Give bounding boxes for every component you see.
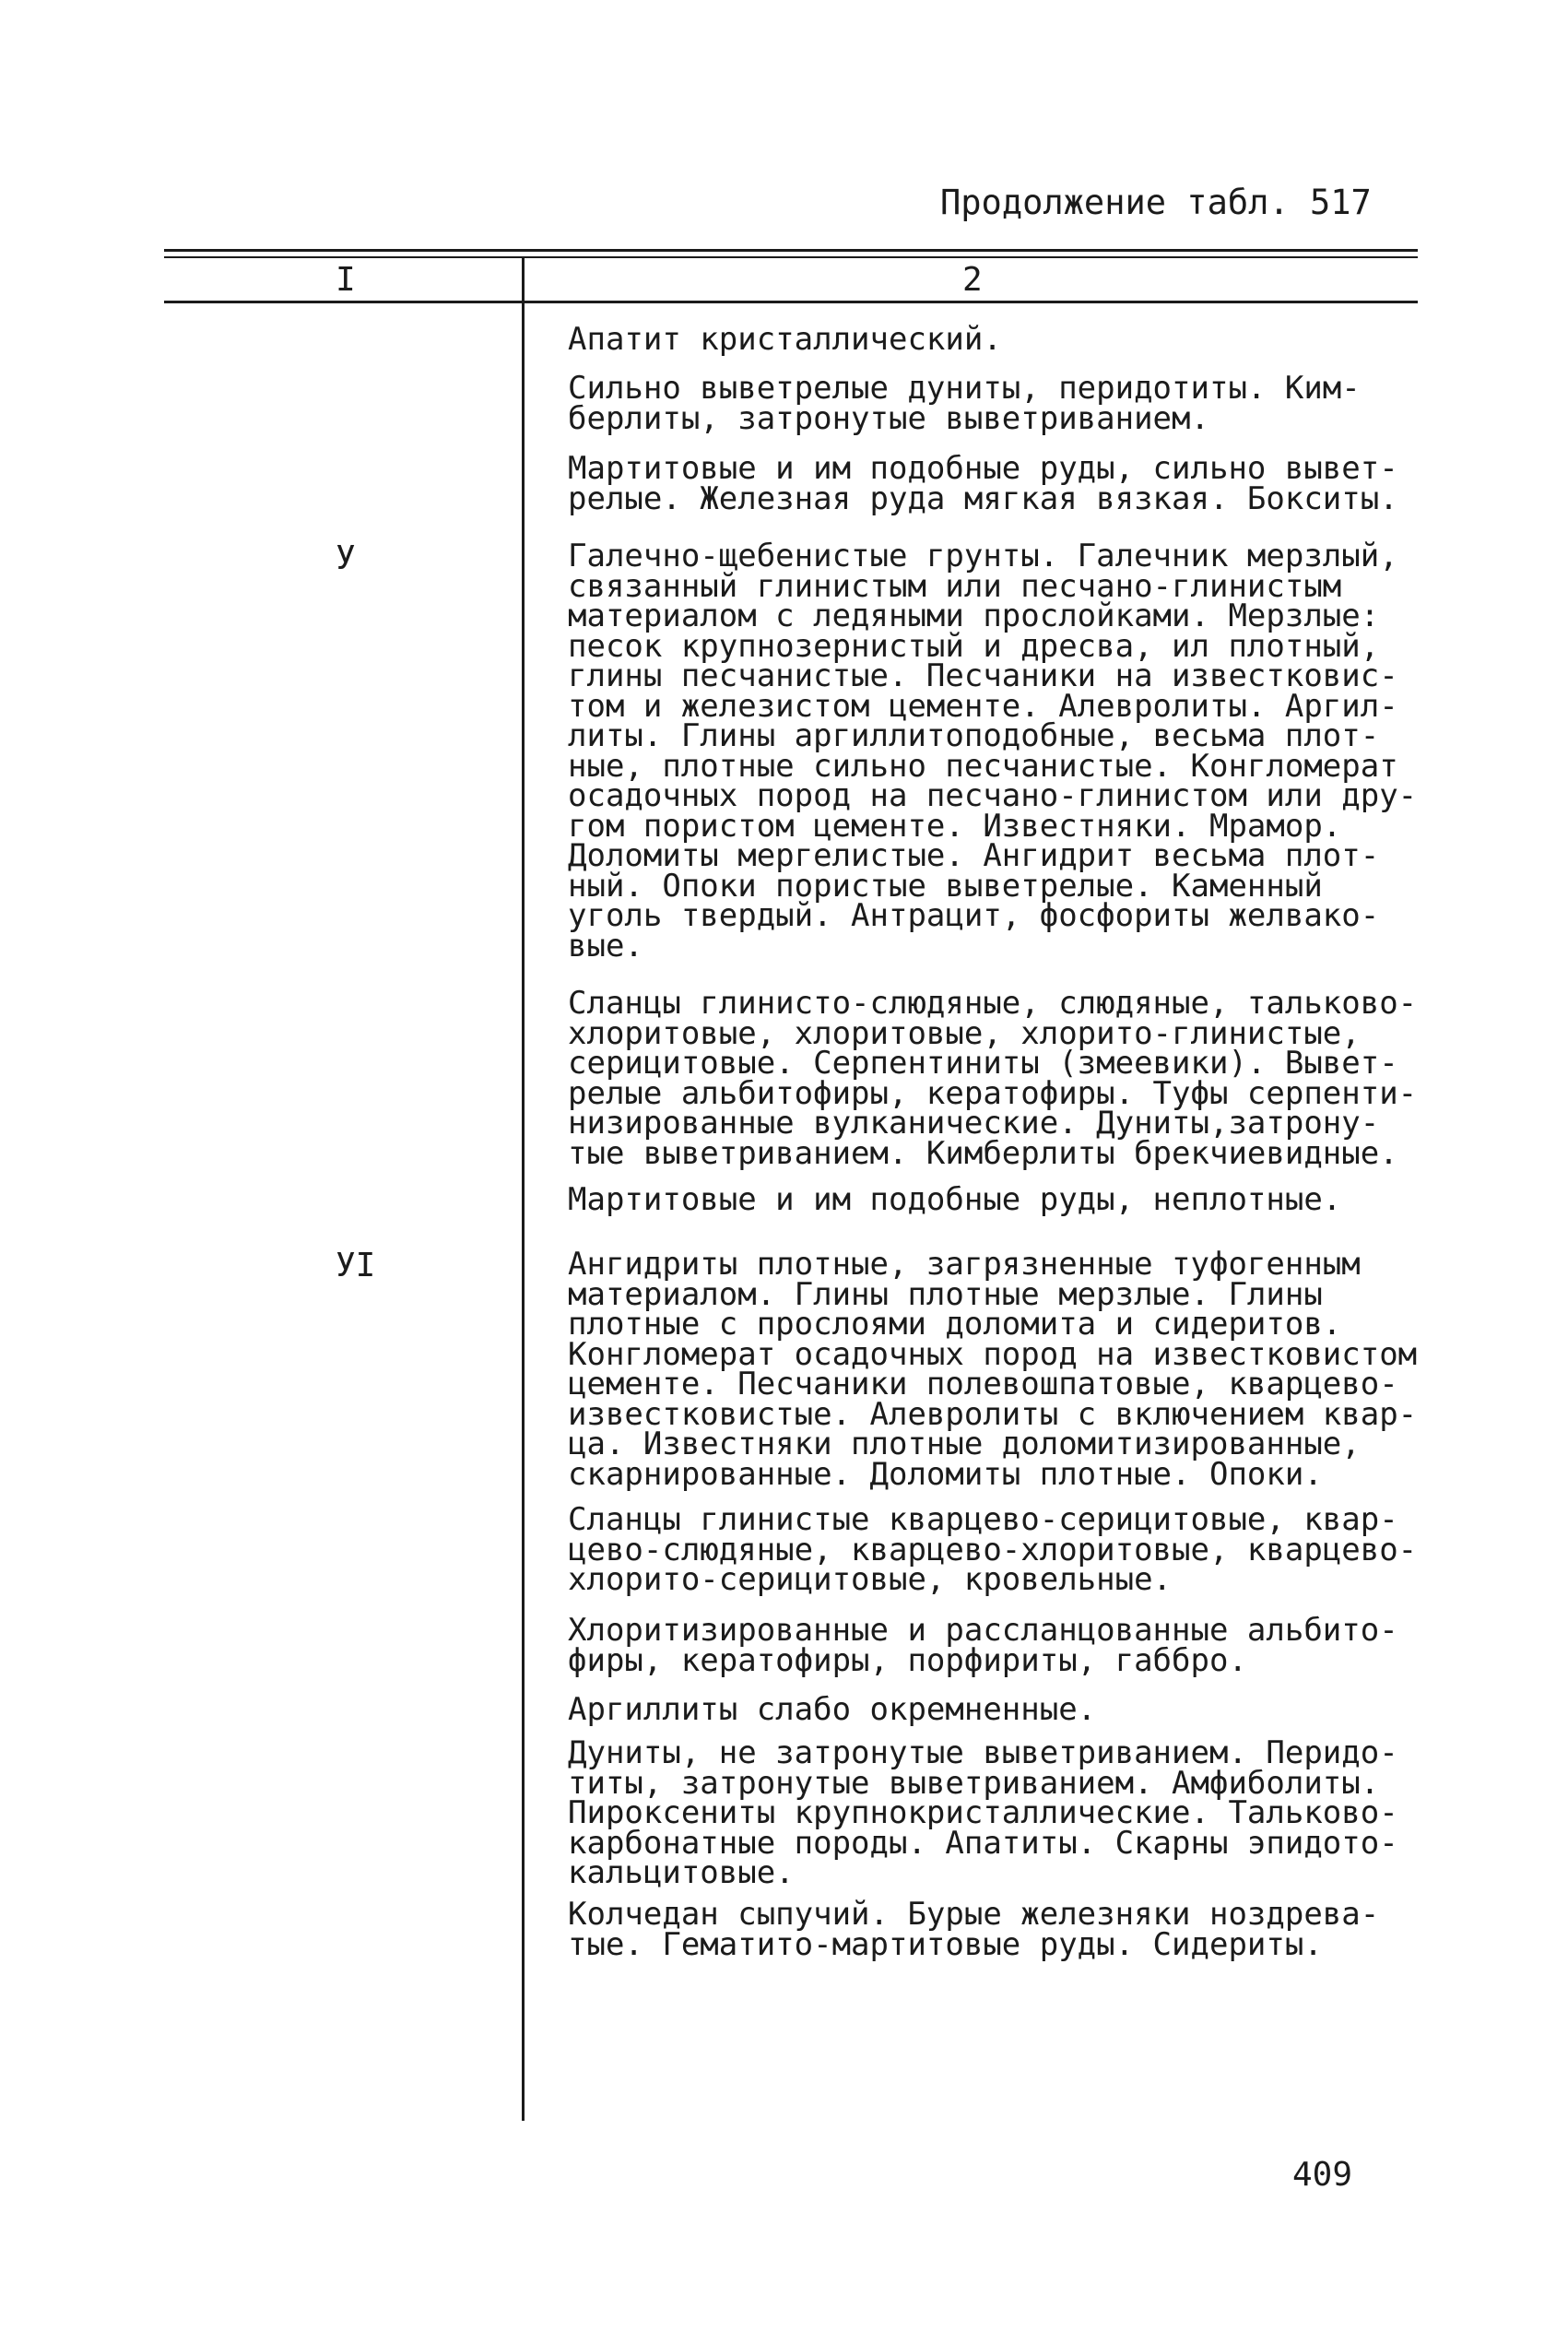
table-row: Сланцы глинистые кварцево-серицитовые, квар- цево-слюдяные, кварцево-хлоритовые, кварцево- хлорито-серицитовые, кровельные. [568, 1501, 1418, 1598]
table-row: Хлоритизированные и рассланцованные альбито- фиры, кератофиры, порфириты, габбро. [568, 1612, 1398, 1679]
column-divider [522, 258, 525, 2121]
table-top-rule [164, 249, 1418, 252]
table-row: Галечно-щебенистые грунты. Галечник мерзлый, связанный глинистым или песчано-глинистым материалом с ледяными прослойками. Мерзлые: песок крупнозернистый и дресва, ил плотный, глины песчанистые. Песчаники на известковис- том и железистом цементе. Алевролиты. Аргил- литы. Глины аргиллитоподобные, весьма плот- ные, плотные сильно песчанистые. Конгломерат осадочных пород на песчано-глинистом или дру- гом пористом цементе. Известняки. Мрамор. Доломиты мергелистые. Ангидрит весьма плот- ный. Опоки пористые выветрелые. Каменный уголь твердый. Антрацит, фосфориты желвако- вые. [568, 538, 1418, 964]
table-row: Колчедан сыпучий. Бурые железняки ноздрева- тые. Гематито-мартитовые руды. Сидериты. [568, 1896, 1380, 1963]
table-row: Аргиллиты слабо окремненные. [568, 1691, 1097, 1728]
table-row: Дуниты, не затронутые выветриванием. Перидо- титы, затронутые выветриванием. Амфиболиты. Пироксениты крупнокристаллические. Тальково- карбонатные породы. Апатиты. Скарны эпидото- кальцитовые. [568, 1734, 1398, 1891]
table-row: Ангидриты плотные, загрязненные туфогенным материалом. Глины плотные мерзлые. Глины плотные с прослоями доломита и сидеритов. Конгломерат осадочных пород на известковистом цементе. Песчаники полевошпатовые, кварцево- известковистые. Алевролиты с включением квар- ца. Известняки плотные доломитизированные, скарнированные. Доломиты плотные. Опоки. [568, 1246, 1418, 1493]
rock-category-vi: УI [336, 1247, 376, 1284]
table-top-rule-double [164, 256, 1418, 258]
table-caption: Продолжение табл. 517 [940, 183, 1372, 222]
column-header-2: 2 [962, 261, 983, 299]
page-number: 409 [1292, 2156, 1353, 2194]
header-bottom-rule [164, 301, 1418, 303]
table-row: Апатит кристаллический. [568, 321, 1002, 358]
rock-category-v: У [336, 539, 356, 577]
table-row: Мартитовые и им подобные руды, неплотные. [568, 1181, 1342, 1218]
column-header-1: I [336, 261, 356, 299]
table-row: Сильно выветрелые дуниты, перидотиты. Ким- берлиты, затронутые выветриванием. [568, 370, 1361, 437]
table-row: Сланцы глинисто-слюдяные, слюдяные, тальково- хлоритовые, хлоритовые, хлорито-глинистые, серицитовые. Серпентиниты (змеевики). Вывет- релые альбитофиры, кератофиры. Туфы серпенти- низированные вулканические. Дуниты,затрону- тые выветриванием. Кимберлиты брекчиевидные. [568, 985, 1418, 1172]
table-row: Мартитовые и им подобные руды, сильно вывет- релые. Железная руда мягкая вязкая. Бокситы. [568, 450, 1398, 517]
